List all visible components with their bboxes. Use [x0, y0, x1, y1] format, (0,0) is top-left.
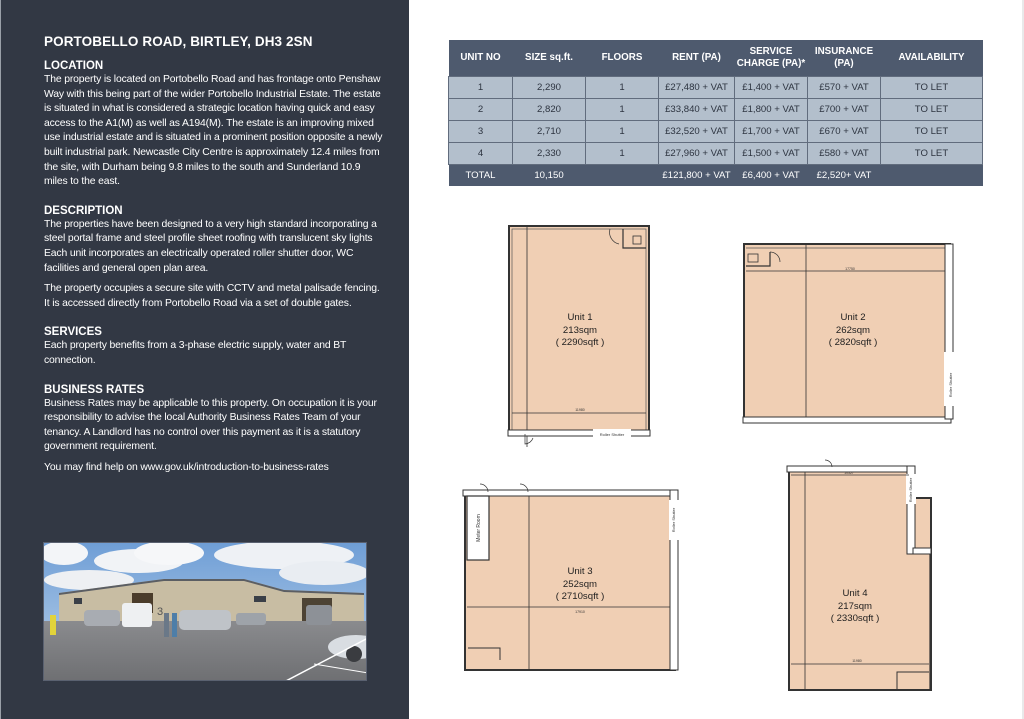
cell-rent: £27,480 + VAT — [659, 76, 735, 98]
cell-unit-no: 1 — [449, 76, 513, 98]
cell-insurance: £580 + VAT — [808, 142, 881, 164]
table-row — [449, 142, 983, 164]
floor-plan-unit-2 — [740, 240, 960, 430]
cell-size: 2,710 — [513, 120, 586, 142]
floor-plan-unit-3 — [460, 480, 690, 670]
cell-insurance: £700 + VAT — [808, 98, 881, 120]
units-table-container — [448, 40, 982, 186]
svg-text:17750: 17750 — [845, 267, 855, 271]
cell-insurance: £570 + VAT — [808, 76, 881, 98]
table-total-row — [449, 164, 983, 186]
cell-floors: 1 — [586, 120, 659, 142]
cell-size: 2,820 — [513, 98, 586, 120]
header-floors: FLOORS — [586, 40, 659, 76]
header-unit-no: UNIT NO — [449, 40, 513, 76]
cell-availability: TO LET — [881, 142, 983, 164]
svg-text:Roller Shutter: Roller Shutter — [599, 432, 625, 437]
cell-floors: 1 — [586, 142, 659, 164]
svg-text:Meter Room: Meter Room — [476, 514, 482, 542]
table-row — [449, 120, 983, 142]
total-label: TOTAL — [449, 164, 513, 186]
svg-text:17910: 17910 — [575, 610, 585, 614]
description-text: The properties have been designed to a very high standard incorporating a steel portal frame and steel profile sheet roofing with translucent sky lights Each unit incorporates an electrically operated roller shutter door, WC facilities and general open plan area. — [44, 218, 377, 274]
cell-service-charge: £1,500 + VAT — [735, 142, 808, 164]
table-row — [449, 98, 983, 120]
unit-3-name: Unit 3 — [567, 566, 593, 577]
total-insurance: £2,520+ VAT — [808, 164, 881, 186]
description-security-text: The property occupies a secure site with CCTV and metal palisade fencing. It is accessed directly from Portobello Road via a set of double gates. — [44, 283, 380, 309]
cell-service-charge: £1,400 + VAT — [735, 76, 808, 98]
business-rates-heading: BUSINESS RATES — [44, 383, 145, 396]
cell-unit-no: 2 — [449, 98, 513, 120]
cell-availability: TO LET — [881, 98, 983, 120]
total-rent: £121,800 + VAT — [659, 164, 735, 186]
unit-1-sqft: ( 2290sqft ) — [555, 337, 605, 348]
cell-availability: TO LET — [881, 76, 983, 98]
cell-rent: £27,960 + VAT — [659, 142, 735, 164]
cell-insurance: £670 + VAT — [808, 120, 881, 142]
unit-2-sqm: 262sqm — [835, 324, 871, 336]
total-service-charge: £6,400 + VAT — [735, 164, 808, 186]
location-text: The property is located on Portobello Road and has frontage onto Penshaw Way with this being part of the wider Portobello Industrial Estate. The estate is situated in what is considered a strategic location having quick and easy access to the A1(M) as well as A194(M). The estate is an improving mixed use industrial estate and is situated in a prominent position opposite a newly built industrial park. Newcastle City Centre is approximately 12.4 miles from the site, with Durham being 9.8 miles to the south and Sunderland 10.9 miles to the east. — [44, 74, 383, 188]
unit-3-sqft: ( 2710sqft ) — [555, 591, 605, 602]
unit-4-plan-drawing — [785, 458, 935, 698]
units-table — [448, 40, 983, 186]
description-heading: DESCRIPTION — [44, 204, 123, 217]
business-rates-section — [44, 383, 384, 476]
header-size: SIZE sq.ft. — [513, 40, 586, 76]
table-row — [449, 76, 983, 98]
cell-service-charge: £1,700 + VAT — [735, 120, 808, 142]
unit-3-label — [545, 566, 615, 604]
services-section — [44, 325, 384, 368]
unit-2-sqft: ( 2820sqft ) — [828, 337, 878, 348]
svg-text:Roller Shutter: Roller Shutter — [671, 507, 676, 533]
photo-illustration — [44, 543, 367, 681]
business-rates-text: Business Rates may be applicable to this property. On occupation it is your responsibility to advise the local Authority Business Rates Team of your tenancy. A Landlord has no control over this payment as it is a statutory government requirement. — [44, 397, 377, 453]
unit-3-sqm: 252sqm — [562, 578, 598, 590]
unit-1-name: Unit 1 — [567, 312, 593, 323]
cell-size: 2,330 — [513, 142, 586, 164]
description-section — [44, 204, 384, 312]
unit-2-name: Unit 2 — [840, 312, 866, 323]
cell-floors: 1 — [586, 98, 659, 120]
svg-text:11980: 11980 — [575, 408, 585, 412]
unit-4-sqft: ( 2330sqft ) — [830, 613, 880, 624]
header-availability: AVAILABILITY — [881, 40, 983, 76]
info-panel — [0, 0, 409, 719]
svg-text:Roller Shutter: Roller Shutter — [948, 372, 953, 398]
cell-rent: £33,840 + VAT — [659, 98, 735, 120]
unit-1-label — [545, 312, 615, 350]
unit-2-label — [818, 312, 888, 350]
floor-plan-unit-1 — [505, 222, 655, 447]
total-floors — [586, 164, 659, 186]
cell-floors: 1 — [586, 76, 659, 98]
cell-availability: TO LET — [881, 120, 983, 142]
header-rent: RENT (PA) — [659, 40, 735, 76]
cell-rent: £32,520 + VAT — [659, 120, 735, 142]
total-size: 10,150 — [513, 164, 586, 186]
table-header-row — [449, 40, 983, 76]
location-heading: LOCATION — [44, 60, 104, 72]
property-title: PORTOBELLO ROAD, BIRTLEY, DH3 2SN — [44, 34, 313, 49]
floor-plan-unit-4 — [785, 458, 935, 698]
header-service-charge: SERVICE CHARGE (PA)* — [735, 40, 808, 76]
svg-text:3: 3 — [157, 606, 164, 618]
services-text: Each property benefits from a 3-phase electric supply, water and BT connection. — [44, 340, 347, 366]
svg-text:Roller Shutter: Roller Shutter — [908, 477, 913, 503]
unit-4-sqm: 217sqm — [837, 600, 873, 612]
header-insurance: INSURANCE (PA) — [808, 40, 881, 76]
services-heading: SERVICES — [44, 326, 102, 339]
cell-service-charge: £1,800 + VAT — [735, 98, 808, 120]
svg-text:11980: 11980 — [852, 659, 862, 663]
property-photo — [43, 542, 367, 681]
cell-size: 2,290 — [513, 76, 586, 98]
info-panel-content — [44, 34, 384, 483]
unit-1-sqm: 213sqm — [562, 324, 598, 336]
location-section — [44, 59, 384, 190]
unit-4-name: Unit 4 — [842, 588, 868, 599]
total-availability — [881, 164, 983, 186]
business-rates-help-link: You may find help on www.gov.uk/introduction-to-business-rates — [44, 461, 329, 473]
cell-unit-no: 4 — [449, 142, 513, 164]
cell-unit-no: 3 — [449, 120, 513, 142]
svg-text:10327: 10327 — [844, 471, 854, 475]
unit-4-label — [820, 588, 890, 626]
